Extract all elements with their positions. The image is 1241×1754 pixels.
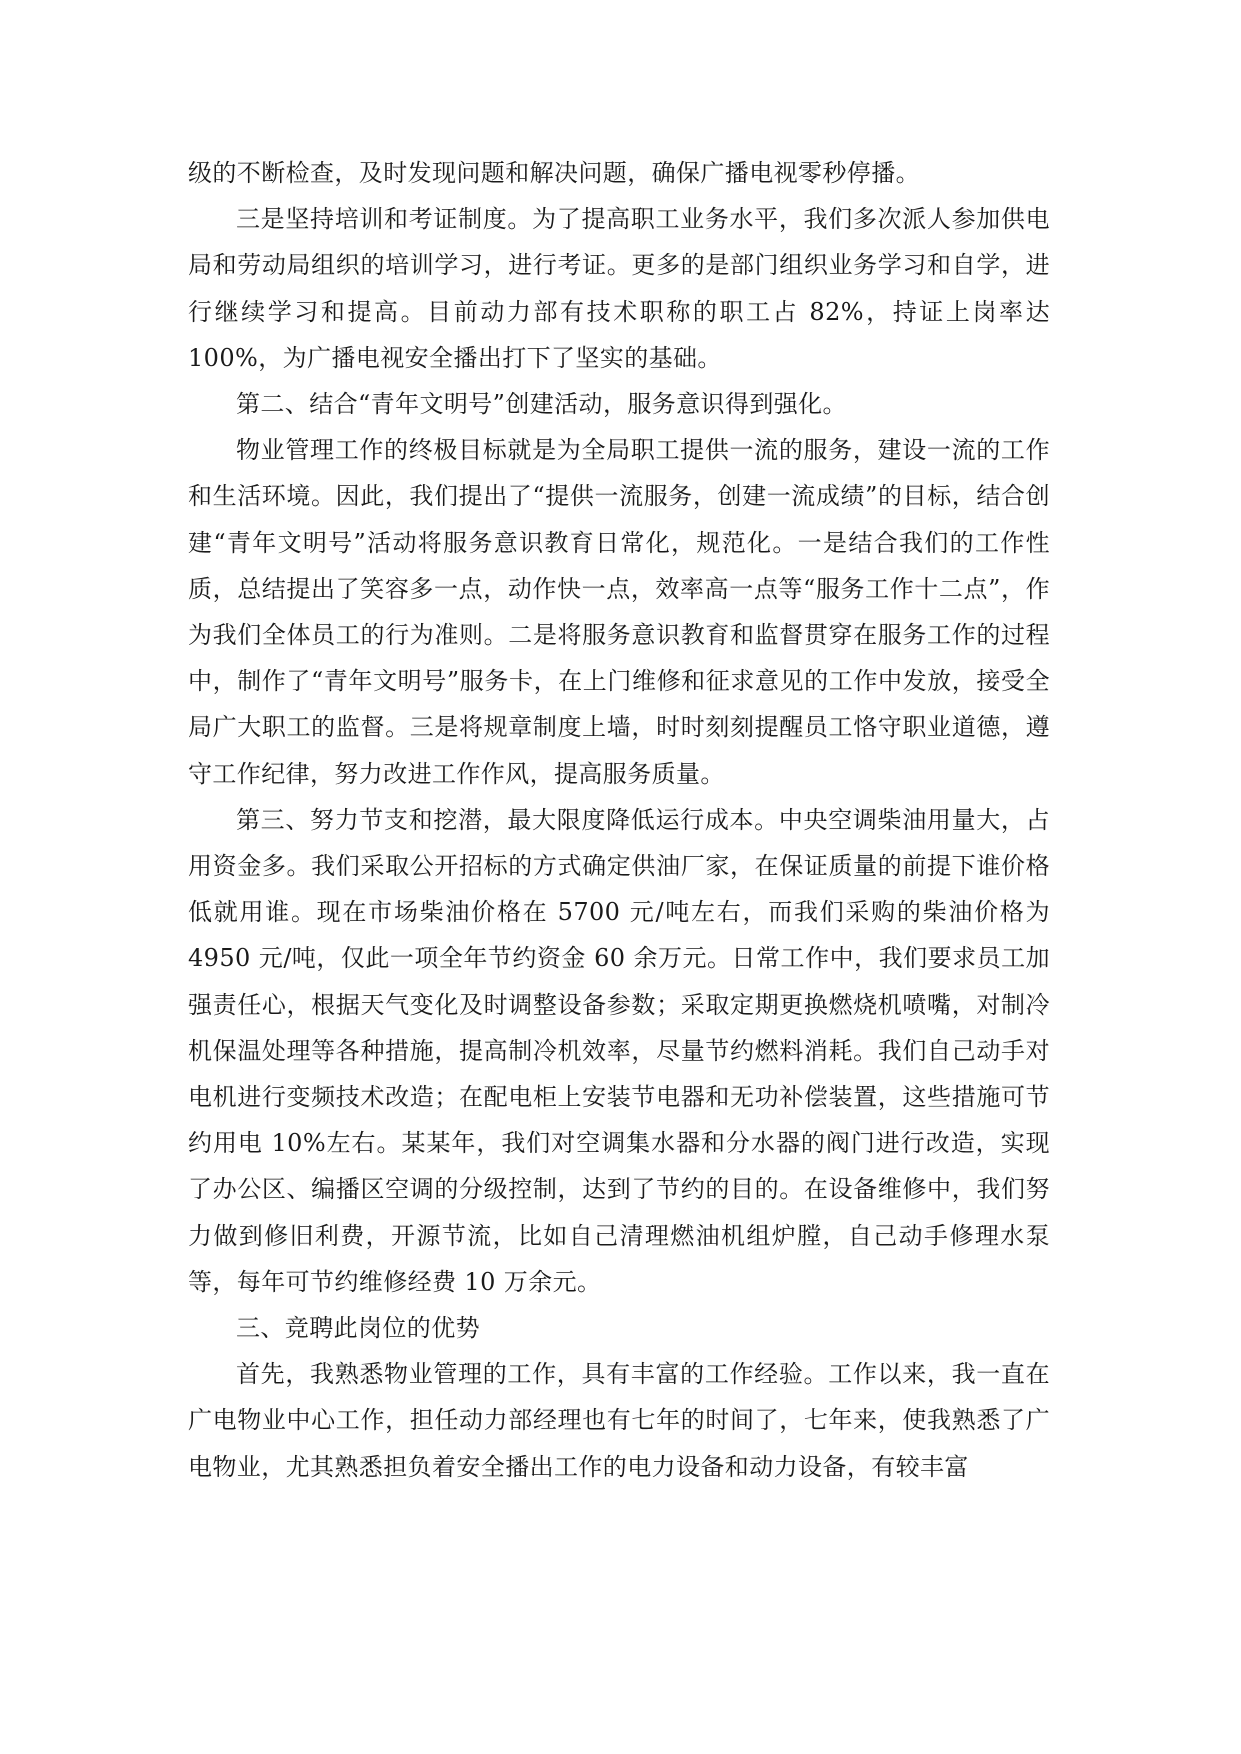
paragraph-service-awareness: 物业管理工作的终极目标就是为全局职工提供一流的服务，建设一流的工作和生活环境。因此，我们提出了“提供一流服务，创建一流成绩”的目标，结合创建“青年文明号”活动将服务意识教育日常化，规范化。一是结合我们的工作性质，总结提出了笑容多一点，动作快一点，效率高一点等“服务工作十二点”，作为我们全体员工的行为准则。二是将服务意识教育和监督贯穿在服务工作的过程中，制作了“青年文明号”服务卡，在上门维修和征求意见的工作中发放，接受全局广大职工的监督。三是将规章制度上墙，时时刻刻提醒员工恪守职业道德，遵守工作纪律，努力改进工作作风，提高服务质量。 (188, 436, 1050, 788)
paragraph-continuation: 级的不断检查，及时发现问题和解决问题，确保广播电视零秒停播。 (188, 159, 920, 187)
section-heading-advantages: 三、竞聘此岗位的优势 (236, 1314, 480, 1343)
document-page (188, 150, 1050, 1490)
paragraph-cost-saving: 第三、努力节支和挖潜，最大限度降低运行成本。中央空调柴油用量大，占用资金多。我们采取公开招标的方式确定供油厂家，在保证质量的前提下谁价格低就用谁。现在市场柴油价格在 5700 元/吨左右，而我们采购的柴油价格为 4950 元/吨，仅此一项全年节约资金 60 余万元。日常工作中，我们要求员工加强责任心，根据天气变化及时调整设备参数；采取定期更换燃烧机喷嘴，对制冷机保温处理等各种措施，提高制冷机效率，尽量节约燃料消耗。我们自己动手对电机进行变频技术改造；在配电柜上安装节电器和无功补偿装置，这些措施可节约用电 10%左右。某某年，我们对空调集水器和分水器的阀门进行改造，实现了办公区、编播区空调的分级控制，达到了节约的目的。在设备维修中，我们努力做到修旧利费，开源节流，比如自己清理燃油机组炉膛，自己动手修理水泵等，每年可节约维修经费 10 万余元。 (188, 805, 1050, 1296)
section-heading-youth-civilization: 第二、结合“青年文明号”创建活动，服务意识得到强化。 (236, 390, 847, 419)
paragraph-experience: 首先，我熟悉物业管理的工作，具有丰富的工作经验。工作以来，我一直在广电物业中心工作，担任动力部经理也有七年的时间了，七年来，使我熟悉了广电物业，尤其熟悉担负着安全播出工作的电力设备和动力设备，有较丰富 (188, 1360, 1050, 1481)
paragraph-training: 三是坚持培训和考证制度。为了提高职工业务水平，我们多次派人参加供电局和劳动局组织的培训学习，进行考证。更多的是部门组织业务学习和自学，进行继续学习和提高。目前动力部有技术职称的职工占 82%，持证上岗率达 100%，为广播电视安全播出打下了坚实的基础。 (188, 205, 1050, 372)
